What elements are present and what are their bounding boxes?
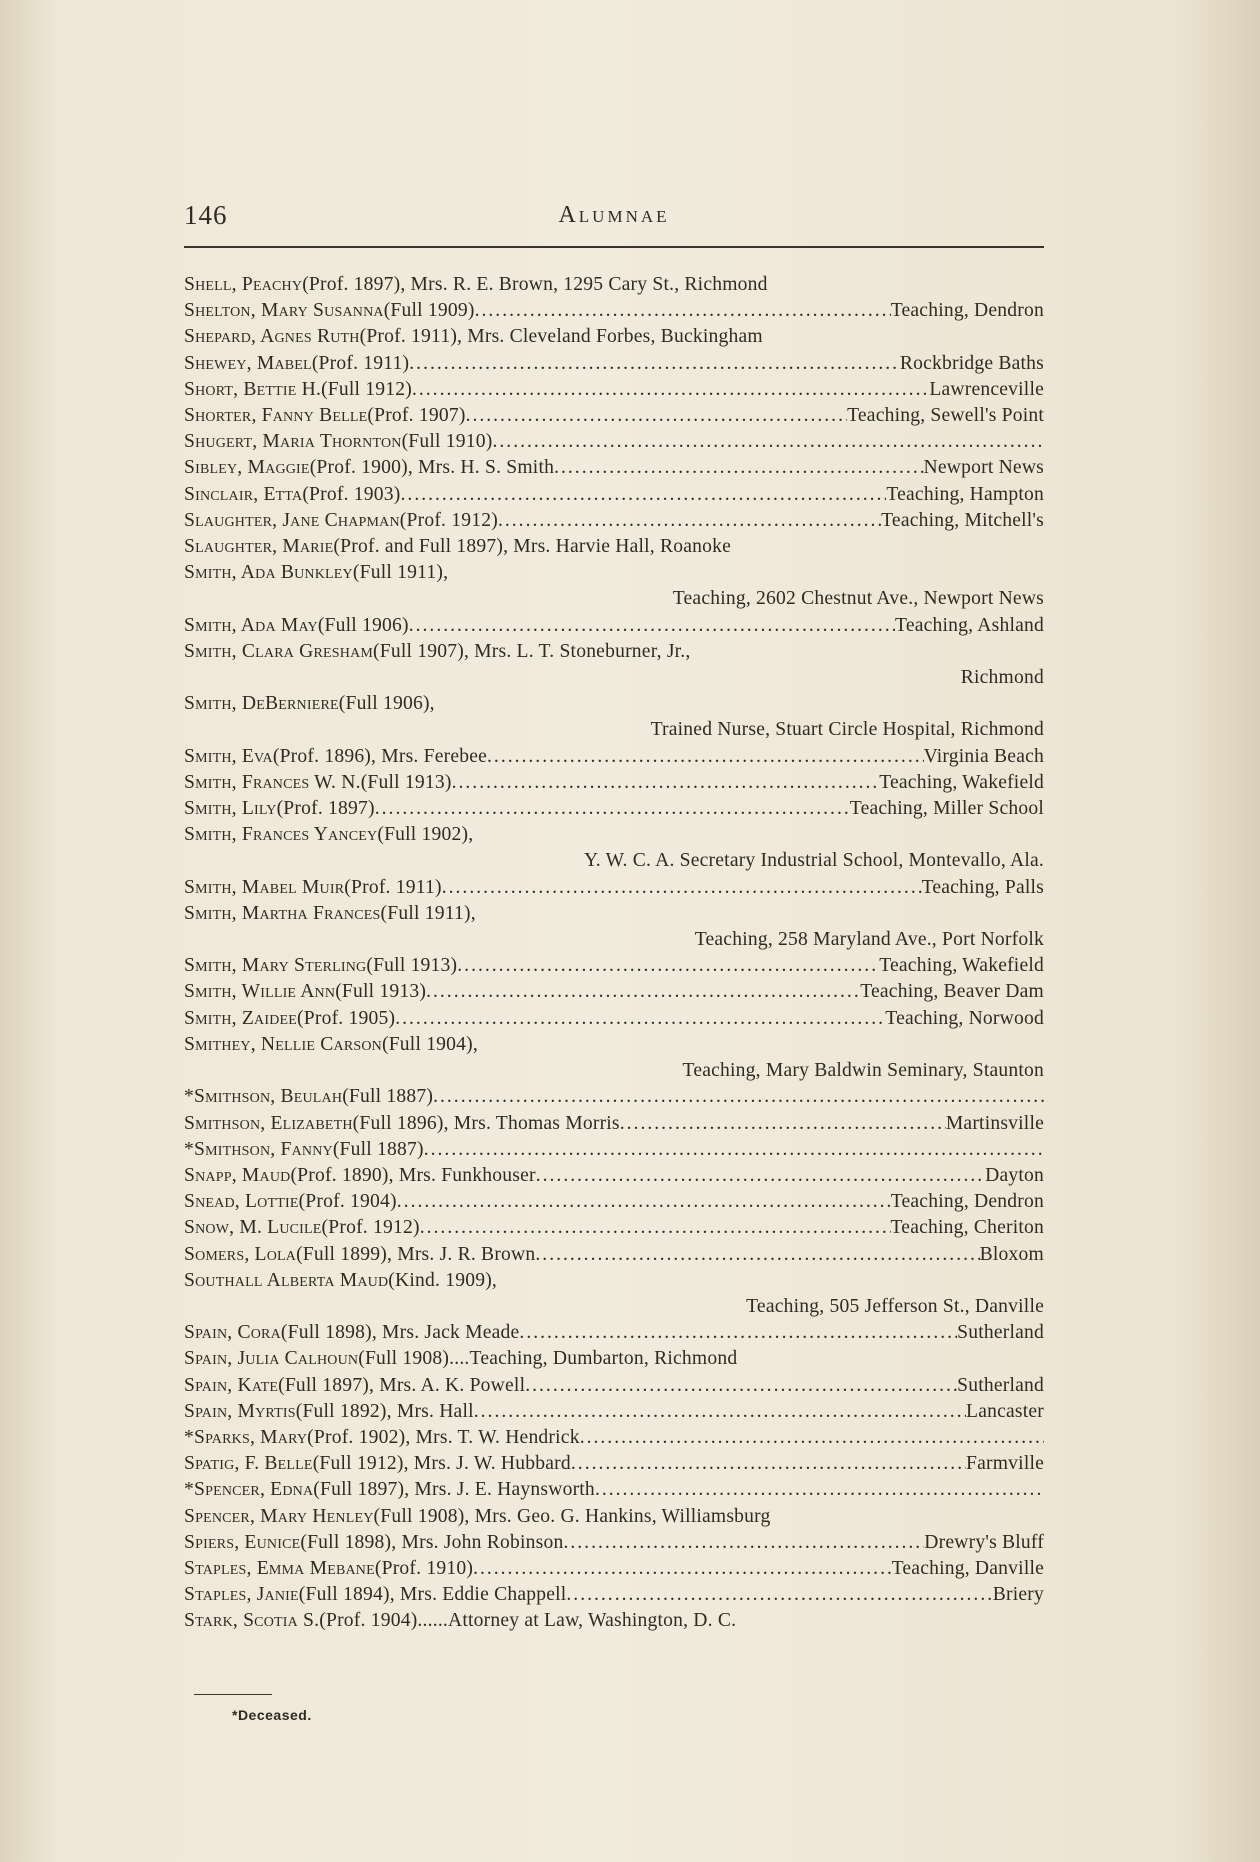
dot-leader [409, 613, 895, 639]
entry-details: (Prof. 1911) [311, 352, 410, 374]
dot-leader [452, 770, 880, 796]
entry-name: Stark, Scotia S. [184, 1610, 320, 1632]
dot-leader [442, 875, 922, 901]
entry-details: (Prof. 1902), Mrs. T. W. Hendrick [307, 1426, 580, 1448]
entry-details: (Full 1906), [338, 693, 435, 715]
entry-details: (Full 1907), Mrs. L. T. Stoneburner, Jr., [373, 640, 691, 662]
entry-line [184, 1268, 1044, 1294]
entry-name: Spiers, Eunice [184, 1531, 301, 1553]
entry-details: (Prof. 1897) [276, 798, 375, 820]
list-item [184, 691, 1044, 743]
entry-name: *Spencer, Edna [184, 1479, 314, 1501]
entry-name: Smith, Mabel Muir [184, 876, 345, 898]
list-item [184, 272, 1044, 298]
dot-leader [395, 1006, 885, 1032]
entry-name: Spain, Cora [184, 1322, 281, 1344]
footnote: *Deceased. [232, 1707, 312, 1723]
entry-location: Dayton [985, 1164, 1044, 1186]
list-item [184, 901, 1044, 953]
entry-details: (Prof. 1904) [298, 1191, 397, 1213]
entry-details: (Full 1913) [366, 955, 458, 977]
entry-details: (Prof. 1890), Mrs. Funkhouser [290, 1164, 536, 1186]
entry-line [184, 1242, 1044, 1268]
entry-name: *Smithson, Beulah [184, 1086, 343, 1108]
entry-location: Bloxom [979, 1243, 1044, 1265]
dot-leader [620, 1111, 946, 1137]
entry-name: Shewey, Mabel [184, 352, 312, 374]
entry-name: *Smithson, Fanny [184, 1138, 333, 1160]
list-item [184, 822, 1044, 874]
dot-leader [595, 1477, 1044, 1503]
entry-location: Teaching, Cheriton [890, 1217, 1044, 1239]
list-item [184, 875, 1044, 901]
entry-location: Teaching, Mitchell's [881, 509, 1044, 531]
entry-location: Drewry's Bluff [924, 1531, 1044, 1553]
list-item [184, 560, 1044, 612]
entry-continuation: Teaching, 258 Maryland Ave., Port Norfolk [694, 929, 1044, 951]
entry-line [184, 744, 1044, 770]
entry-line [184, 1032, 1044, 1058]
entry-location: Sutherland [957, 1374, 1044, 1396]
list-item [184, 1268, 1044, 1320]
list-item [184, 1215, 1044, 1241]
entry-line [184, 1006, 1044, 1032]
dot-leader [397, 1189, 891, 1215]
entry-name: Smithson, Elizabeth [184, 1112, 353, 1134]
entry-details: (Prof. 1912) [321, 1217, 420, 1239]
entry-details: (Prof. 1903) [302, 483, 401, 505]
entry-location: Teaching, Dendron [890, 1191, 1044, 1213]
entry-location: Lancaster [966, 1400, 1044, 1422]
entry-continuation: Y. W. C. A. Secretary Industrial School, Montevallo, Ala. [583, 850, 1044, 872]
entry-details: (Full 1913) [335, 981, 427, 1003]
entry-details: (Full 1908)....Teaching, Dumbarton, Richmond [358, 1348, 738, 1370]
entry-location: Virginia Beach [923, 745, 1044, 767]
dot-leader [412, 377, 929, 403]
entry-name: Slaughter, Marie [184, 536, 334, 558]
dot-leader [571, 1451, 966, 1477]
entry-line [184, 953, 1044, 979]
entry-line [184, 429, 1044, 455]
header-rule [184, 246, 1044, 248]
list-item [184, 639, 1044, 691]
entry-line [184, 1111, 1044, 1137]
entry-location: Lawrenceville [929, 378, 1044, 400]
entry-name: Smith, Clara Gresham [184, 640, 374, 662]
entry-name: Spain, Kate [184, 1374, 279, 1396]
list-item [184, 377, 1044, 403]
entry-line [184, 1504, 1044, 1530]
entry-location: Teaching, Sewell's Point [847, 405, 1044, 427]
dot-leader [474, 1399, 966, 1425]
entry-details: (Prof. 1897), Mrs. R. E. Brown, 1295 Cary St., Richmond [302, 274, 768, 295]
entry-location: Farmville [966, 1453, 1044, 1475]
entry-details: (Full 1896), Mrs. Thomas Morris [352, 1112, 620, 1134]
entry-name: Snow, M. Lucile [184, 1217, 322, 1239]
entry-name: Smith, Mary Sterling [184, 955, 367, 977]
entry-name: Slaughter, Jane Chapman [184, 509, 400, 531]
list-item [184, 1582, 1044, 1608]
entry-location: Teaching, Hampton [886, 483, 1044, 505]
entry-details: (Full 1912), Mrs. J. W. Hubbard [312, 1453, 571, 1475]
entry-line [184, 534, 1044, 560]
dot-leader [457, 953, 879, 979]
entry-line [184, 508, 1044, 534]
entry-line [184, 1556, 1044, 1582]
entry-details: (Full 1904), [381, 1033, 478, 1055]
list-item [184, 979, 1044, 1005]
entry-details: (Full 1910) [401, 431, 493, 453]
entry-line [184, 1477, 1044, 1503]
entry-line [184, 351, 1044, 377]
list-item [184, 1111, 1044, 1137]
entry-details: (Prof. and Full 1897), Mrs. Harvie Hall, Roanoke [333, 536, 732, 558]
list-item [184, 429, 1044, 455]
dot-leader [563, 1530, 924, 1556]
entry-line [184, 377, 1044, 403]
dot-leader [487, 744, 924, 770]
entry-name: Sinclair, Etta [184, 483, 303, 505]
entry-details: (Full 1894), Mrs. Eddie Chappell [298, 1584, 567, 1606]
entry-line [184, 403, 1044, 429]
entry-line [184, 455, 1044, 481]
entry-name: Smith, Ada May [184, 614, 318, 636]
dot-leader [554, 455, 923, 481]
dot-leader [433, 1084, 1044, 1110]
entry-name: Smith, Frances W. N. [184, 771, 361, 793]
entry-line [184, 979, 1044, 1005]
entry-location: Rockbridge Baths [899, 352, 1044, 374]
entry-name: Smith, Martha Frances [184, 902, 381, 924]
entry-details: (Prof. 1910) [374, 1557, 474, 1579]
entry-name: Snapp, Maud [184, 1164, 291, 1186]
entry-continuation: Teaching, 2602 Chestnut Ave., Newport News [672, 588, 1044, 610]
dot-leader [535, 1242, 979, 1268]
entry-name: Spatig, F. Belle [184, 1453, 313, 1475]
list-item [184, 1006, 1044, 1032]
dot-leader [409, 351, 900, 377]
entry-details: (Full 1912) [321, 378, 412, 400]
entry-details: (Full 1897), Mrs. J. E. Haynsworth [313, 1479, 595, 1501]
entry-name: Smith, DeBerniere [184, 693, 339, 715]
entry-name: Southall Alberta Maud [184, 1269, 389, 1291]
entry-location: Teaching, Dendron [890, 300, 1044, 322]
dot-leader [375, 796, 850, 822]
entry-line [184, 272, 1044, 298]
dot-leader [536, 1163, 985, 1189]
entry-details: (Full 1911), [380, 902, 476, 924]
list-item [184, 298, 1044, 324]
running-head: Alumnae [558, 202, 670, 228]
entry-name: Snead, Lottie [184, 1191, 299, 1213]
list-item [184, 403, 1044, 429]
entry-location: Briery [992, 1584, 1044, 1606]
page-header [184, 200, 1044, 246]
list-item [184, 1373, 1044, 1399]
list-item [184, 613, 1044, 639]
entry-line [184, 1399, 1044, 1425]
list-item [184, 1163, 1044, 1189]
page-number: 146 [184, 200, 228, 230]
list-item [184, 1608, 1044, 1634]
entry-name: Sibley, Maggie [184, 457, 310, 479]
dot-leader [426, 979, 860, 1005]
entry-details: (Full 1902), [377, 824, 474, 846]
entry-line [184, 482, 1044, 508]
entry-location: Martinsville [945, 1112, 1044, 1134]
entry-location: Teaching, Miller School [849, 798, 1044, 820]
entry-line [184, 770, 1044, 796]
alumnae-list [184, 272, 1044, 1635]
list-item [184, 770, 1044, 796]
list-item [184, 482, 1044, 508]
entry-location: Teaching, Beaver Dam [860, 981, 1044, 1003]
entry-name: Smithey, Nellie Carson [184, 1033, 382, 1055]
list-item [184, 508, 1044, 534]
dot-leader [475, 298, 891, 324]
entry-name: Smith, Eva [184, 745, 273, 767]
entry-details: (Prof. 1907) [367, 405, 466, 427]
dot-leader [519, 1320, 957, 1346]
entry-name: *Sparks, Mary [184, 1426, 308, 1448]
entry-details: (Full 1906) [317, 614, 409, 636]
entry-details: (Prof. 1896), Mrs. Ferebee [272, 745, 488, 767]
list-item [184, 744, 1044, 770]
dot-leader [525, 1373, 957, 1399]
entry-line [184, 1320, 1044, 1346]
entry-line [184, 1137, 1044, 1163]
entry-details: (Prof. 1900), Mrs. H. S. Smith [309, 457, 555, 479]
entry-continuation: Teaching, Mary Baldwin Seminary, Staunton [682, 1060, 1044, 1082]
entry-line [184, 1451, 1044, 1477]
entry-name: Smith, Ada Bunkley [184, 562, 353, 584]
entry-name: Spain, Myrtis [184, 1400, 296, 1422]
entry-details: (Full 1898), Mrs. John Robinson [300, 1531, 564, 1553]
entry-location: Teaching, Norwood [885, 1007, 1044, 1029]
entry-details: (Prof. 1904)......Attorney at Law, Washington, D. C. [319, 1610, 737, 1632]
list-item [184, 1346, 1044, 1372]
entry-details: (Full 1887) [332, 1138, 424, 1160]
list-item [184, 1451, 1044, 1477]
entry-line [184, 691, 1044, 717]
entry-name: Shell, Peachy [184, 274, 303, 295]
entry-name: Shepard, Agnes Ruth [184, 326, 360, 348]
entry-line [184, 1163, 1044, 1189]
entry-line [184, 1215, 1044, 1241]
list-item [184, 1189, 1044, 1215]
entry-name: Shorter, Fanny Belle [184, 405, 368, 427]
entry-location: Sutherland [957, 1322, 1044, 1344]
entry-line [184, 796, 1044, 822]
dot-leader [420, 1215, 891, 1241]
entry-line [184, 639, 1044, 665]
dot-leader [473, 1556, 892, 1582]
entry-continuation: Teaching, 505 Jefferson St., Danville [746, 1295, 1044, 1317]
entry-details: (Prof. 1912) [399, 509, 498, 531]
list-item [184, 1032, 1044, 1084]
dot-leader [580, 1425, 1044, 1451]
list-item [184, 1504, 1044, 1530]
entry-location: Newport News [923, 457, 1044, 479]
entry-location: Teaching, Wakefield [879, 771, 1044, 793]
list-item [184, 534, 1044, 560]
entry-details: (Prof. 1911), Mrs. Cleveland Forbes, Buckingham [359, 326, 763, 348]
entry-line [184, 560, 1044, 586]
entry-line [184, 324, 1044, 350]
list-item [184, 1530, 1044, 1556]
entry-details: (Full 1892), Mrs. Hall [295, 1400, 474, 1422]
entry-details: (Full 1909) [383, 300, 475, 322]
list-item [184, 324, 1044, 350]
entry-name: Smith, Lily [184, 798, 277, 820]
entry-line [184, 1530, 1044, 1556]
list-item [184, 1399, 1044, 1425]
entry-location: Teaching, Palls [921, 876, 1044, 898]
list-item [184, 455, 1044, 481]
entry-details: (Full 1899), Mrs. J. R. Brown [296, 1243, 536, 1265]
dot-leader [424, 1137, 1044, 1163]
entry-details: (Full 1908), Mrs. Geo. G. Hankins, Williamsburg [373, 1505, 771, 1527]
entry-location: Teaching, Wakefield [879, 955, 1044, 977]
entry-name: Smith, Willie Ann [184, 981, 336, 1003]
entry-details: (Full 1911), [352, 562, 449, 584]
entry-details: (Kind. 1909), [388, 1269, 498, 1291]
entry-line [184, 1189, 1044, 1215]
entry-details: (Full 1887) [342, 1086, 434, 1108]
entry-line [184, 1582, 1044, 1608]
entry-line [184, 901, 1044, 927]
entry-continuation: Trained Nurse, Stuart Circle Hospital, Richmond [650, 719, 1044, 741]
entry-name: Spain, Julia Calhoun [184, 1348, 359, 1370]
entry-details: (Full 1913) [360, 771, 452, 793]
list-item [184, 1242, 1044, 1268]
dot-leader [566, 1582, 992, 1608]
list-item [184, 1477, 1044, 1503]
list-item [184, 351, 1044, 377]
entry-name: Short, Bettie H. [184, 378, 322, 400]
list-item [184, 1137, 1044, 1163]
entry-name: Staples, Emma Mebane [184, 1557, 375, 1579]
entry-name: Staples, Janie [184, 1584, 299, 1606]
entry-name: Spencer, Mary Henley [184, 1505, 374, 1527]
dot-leader [466, 403, 848, 429]
entry-line [184, 1425, 1044, 1451]
footnote-rule [194, 1694, 272, 1695]
dot-leader [498, 508, 881, 534]
entry-line [184, 1346, 1044, 1372]
entry-name: Shelton, Mary Susanna [184, 300, 384, 322]
list-item [184, 1084, 1044, 1110]
entry-name: Shugert, Maria Thornton [184, 431, 402, 453]
entry-name: Smith, Zaidee [184, 1007, 298, 1029]
entry-line [184, 1373, 1044, 1399]
entry-details: (Prof. 1905) [297, 1007, 396, 1029]
entry-line [184, 1608, 1044, 1634]
list-item [184, 1425, 1044, 1451]
list-item [184, 1556, 1044, 1582]
list-item [184, 1320, 1044, 1346]
entry-details: (Full 1898), Mrs. Jack Meade [280, 1322, 520, 1344]
list-item [184, 953, 1044, 979]
entry-continuation: Richmond [960, 667, 1044, 689]
entry-line [184, 613, 1044, 639]
entry-name: Somers, Lola [184, 1243, 297, 1265]
entry-line [184, 1084, 1044, 1110]
entry-details: (Full 1897), Mrs. A. K. Powell [278, 1374, 526, 1396]
entry-location: Teaching, Ashland [895, 614, 1044, 636]
entry-name: Smith, Frances Yancey [184, 824, 378, 846]
entry-line [184, 875, 1044, 901]
dot-leader [493, 429, 1045, 455]
entry-line [184, 298, 1044, 324]
entry-line [184, 822, 1044, 848]
dot-leader [401, 482, 887, 508]
entry-details: (Prof. 1911) [344, 876, 442, 898]
entry-location: Teaching, Danville [891, 1557, 1044, 1579]
list-item [184, 796, 1044, 822]
